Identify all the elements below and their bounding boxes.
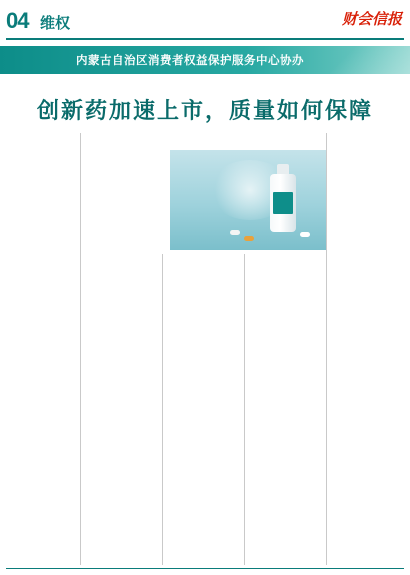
section-name: 维权 bbox=[40, 14, 71, 32]
banner-decoration bbox=[320, 46, 410, 74]
text-column-5 bbox=[328, 133, 406, 568]
masthead bbox=[0, 0, 410, 42]
masthead-rule bbox=[6, 38, 404, 40]
column-divider bbox=[80, 133, 81, 565]
column-divider bbox=[162, 254, 163, 565]
text-column-4 bbox=[246, 254, 324, 564]
column-divider bbox=[326, 133, 327, 565]
banner-title: 内蒙古自治区消费者权益保护服务中心协办 bbox=[76, 53, 304, 67]
pill bbox=[230, 230, 240, 235]
text-column-1 bbox=[8, 133, 78, 563]
pill bbox=[244, 236, 254, 241]
text-column-3 bbox=[164, 254, 242, 564]
page-number: 04 bbox=[6, 8, 29, 33]
text-column-2 bbox=[82, 254, 160, 564]
paper-name: 财会信报 bbox=[341, 10, 402, 28]
paper-logo bbox=[342, 8, 402, 29]
article-photo bbox=[170, 150, 326, 250]
pill bbox=[300, 232, 310, 237]
bottle-label bbox=[273, 192, 293, 214]
medicine-bottle bbox=[270, 164, 296, 234]
column-divider bbox=[244, 254, 245, 565]
bottom-rule bbox=[6, 568, 404, 569]
article-headline: 创新药加速上市，质量如何保障 bbox=[36, 99, 373, 124]
